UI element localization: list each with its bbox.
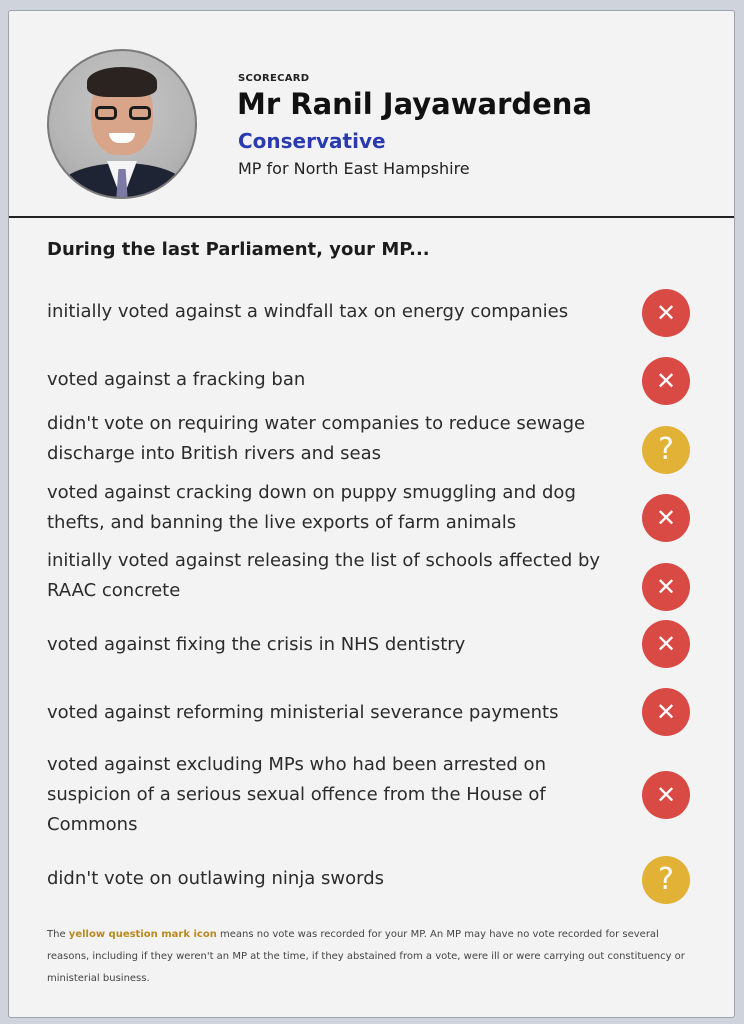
x-icon: ✕: [642, 771, 690, 819]
scorecard-header: [9, 11, 734, 218]
mp-avatar: [47, 49, 197, 199]
vote-text: voted against fixing the crisis in NHS dentistry: [47, 634, 466, 655]
vote-text: voted against cracking down on puppy smuggling and dog thefts, and banning the live exports of farm animals: [47, 482, 576, 533]
vote-text: initially voted against a windfall tax on energy companies: [47, 301, 569, 322]
footnote-body: means no vote was recorded for your MP. An MP may have no vote recorded for several reasons, including if they weren't an MP at the time, if they abstained from a vote, were ill or were carrying out constituency or ministerial business.: [47, 929, 685, 984]
mp-party: Conservative: [238, 129, 386, 153]
footnote: [47, 924, 697, 990]
footnote-highlight: yellow question mark icon: [68, 929, 217, 940]
vote-text: voted against excluding MPs who had been arrested on suspicion of a serious sexual offence from the House of Commons: [47, 754, 546, 835]
scorecard-label: SCORECARD: [238, 73, 310, 84]
vote-text: initially voted against releasing the list of schools affected by RAAC concrete: [47, 550, 601, 601]
x-icon: ✕: [642, 620, 690, 668]
x-icon: ✕: [642, 289, 690, 337]
footnote-prefix: The: [47, 929, 66, 940]
vote-text: voted against a fracking ban: [47, 369, 306, 390]
vote-text: voted against reforming ministerial severance payments: [47, 702, 559, 723]
vote-text: didn't vote on outlawing ninja swords: [47, 868, 385, 889]
question-icon: ?: [642, 856, 690, 904]
vote-text: didn't vote on requiring water companies to reduce sewage discharge into British rivers and seas: [47, 413, 586, 464]
x-icon: ✕: [642, 563, 690, 611]
mp-name: Mr Ranil Jayawardena: [237, 87, 593, 121]
question-icon: ?: [642, 426, 690, 474]
x-icon: ✕: [642, 494, 690, 542]
scorecard-card: [8, 10, 735, 1018]
x-icon: ✕: [642, 357, 690, 405]
mp-constituency: MP for North East Hampshire: [238, 159, 470, 178]
intro-heading: During the last Parliament, your MP...: [47, 239, 430, 260]
x-icon: ✕: [642, 688, 690, 736]
